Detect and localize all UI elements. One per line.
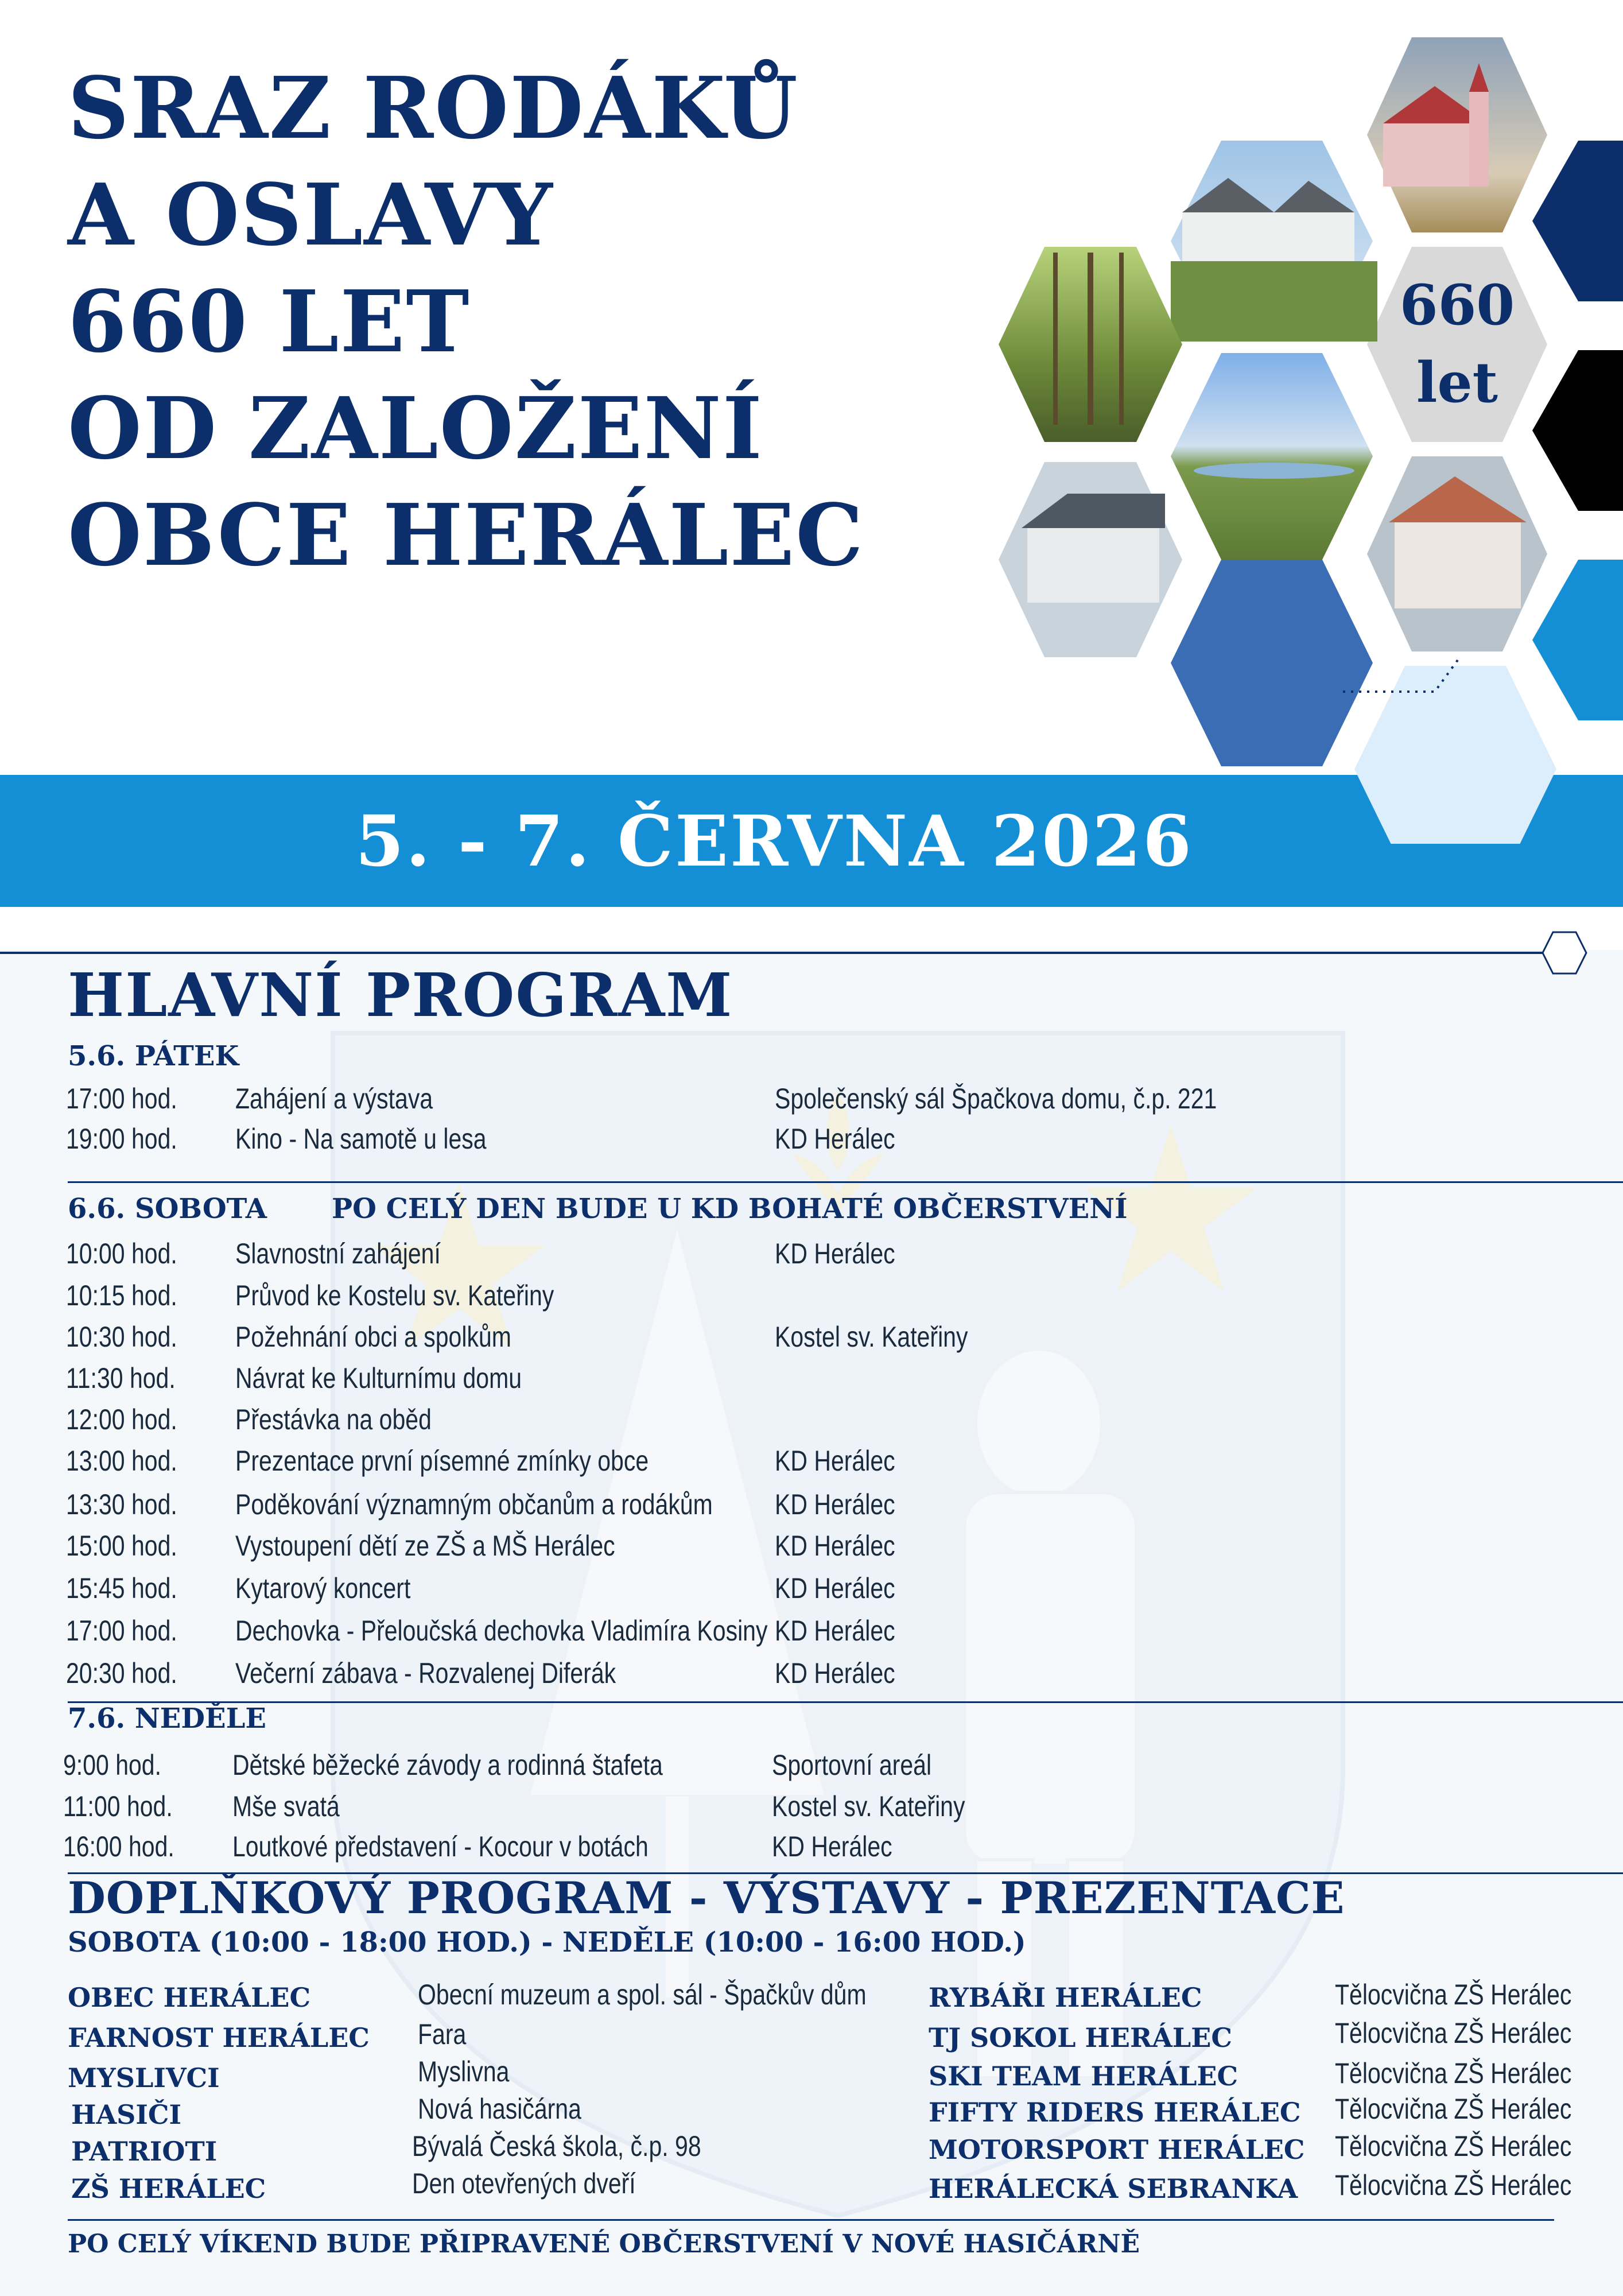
row-event: Loutkové představení - Kocour v botách bbox=[232, 1830, 649, 1863]
row-time: 16:00 hod. bbox=[63, 1830, 174, 1863]
row-time: 17:00 hod. bbox=[66, 1083, 177, 1115]
org-place: Tělocvična ZŠ Herálec bbox=[1335, 2130, 1572, 2162]
schedule-row bbox=[66, 1444, 1558, 1484]
schedule-row bbox=[66, 1237, 1558, 1277]
schedule-row bbox=[66, 1320, 1558, 1360]
title-line-5: OBCE HERÁLEC bbox=[68, 485, 865, 585]
row-place: KD Herálec bbox=[775, 1615, 895, 1647]
schedule-row bbox=[66, 1279, 1558, 1319]
forest-trunk-3 bbox=[1119, 253, 1124, 425]
badge-660: 660 bbox=[1399, 273, 1515, 338]
schedule-row bbox=[66, 1529, 1558, 1569]
schedule-row bbox=[66, 1122, 1558, 1162]
row-event: Večerní zábava - Rozvalenej Diferák bbox=[235, 1657, 616, 1689]
row-place: KD Herálec bbox=[775, 1123, 895, 1155]
row-time: 9:00 hod. bbox=[63, 1749, 161, 1781]
row-event: Požehnání obci a spolkům bbox=[235, 1321, 511, 1353]
row-event: Dětské běžecké závody a rodinná štafeta bbox=[232, 1749, 663, 1781]
hexagon-photo-collage bbox=[930, 23, 1623, 844]
extra-program-hours: SOBOTA (10:00 - 18:00 HOD.) - NEDĚLE (10:00 - 16:00 HOD.) bbox=[68, 1926, 1026, 1958]
row-time: 13:30 hod. bbox=[66, 1488, 177, 1521]
org-name: SKI TEAM HERÁLEC bbox=[929, 2061, 1238, 2092]
renovated-house-walls bbox=[1395, 522, 1521, 608]
houses-walls bbox=[1182, 212, 1354, 261]
org-name: ZŠ HERÁLEC bbox=[71, 2173, 266, 2204]
org-place: Fara bbox=[418, 2018, 467, 2050]
date-banner: 5. - 7. ČERVNA 2026 bbox=[355, 800, 1193, 882]
row-time: 11:00 hod. bbox=[63, 1790, 173, 1822]
row-place: KD Herálec bbox=[775, 1657, 895, 1689]
row-event: Průvod ke Kostelu sv. Kateřiny bbox=[235, 1279, 554, 1312]
row-place: Společenský sál Špačkova domu, č.p. 221 bbox=[775, 1083, 1217, 1115]
row-event: Slavnostní zahájení bbox=[235, 1238, 441, 1270]
saturday-note: PO CELÝ DEN BUDE U KD BOHATÉ OBČERSTVENÍ bbox=[332, 1193, 1128, 1225]
schedule-row bbox=[63, 1790, 1555, 1830]
row-time: 20:30 hod. bbox=[66, 1657, 177, 1689]
row-place: KD Herálec bbox=[775, 1238, 895, 1270]
row-time: 10:30 hod. bbox=[66, 1321, 177, 1353]
org-name: HASIČI bbox=[71, 2099, 182, 2130]
org-place: Bývalá Česká škola, č.p. 98 bbox=[412, 2130, 701, 2162]
title-line-2: A OSLAVY bbox=[68, 165, 554, 265]
panel-top-rule bbox=[0, 952, 1544, 954]
row-event: Prezentace první písemné zmínky obce bbox=[235, 1445, 649, 1477]
sunday-label: 7.6. NEDĚLE bbox=[68, 1702, 266, 1735]
org-name: FARNOST HERÁLEC bbox=[68, 2022, 370, 2053]
org-name: RYBÁŘI HERÁLEC bbox=[929, 1982, 1202, 2013]
section-divider bbox=[68, 1181, 1623, 1183]
schedule-row bbox=[66, 1362, 1558, 1402]
row-time: 10:15 hod. bbox=[66, 1279, 177, 1312]
org-place: Den otevřených dveří bbox=[412, 2167, 636, 2200]
main-program-heading: HLAVNÍ PROGRAM bbox=[68, 960, 733, 1030]
row-place: KD Herálec bbox=[775, 1445, 895, 1477]
org-name: PATRIOTI bbox=[71, 2136, 218, 2167]
row-time: 15:45 hod. bbox=[66, 1572, 177, 1604]
friday-label: 5.6. PÁTEK bbox=[68, 1040, 239, 1072]
town-hall-walls bbox=[1027, 528, 1159, 603]
section-divider bbox=[68, 2219, 1554, 2221]
row-time: 17:00 hod. bbox=[66, 1615, 177, 1647]
schedule-row bbox=[66, 1082, 1558, 1122]
row-event: Kytarový koncert bbox=[235, 1572, 411, 1604]
org-name: TJ SOKOL HERÁLEC bbox=[929, 2022, 1232, 2053]
org-place: Obecní muzeum a spol. sál - Špačkův dům bbox=[418, 1979, 867, 2011]
schedule-row bbox=[66, 1488, 1558, 1528]
hex-blue bbox=[1532, 560, 1623, 720]
badge-let: let bbox=[1416, 350, 1498, 415]
saturday-label: 6.6. SOBOTA bbox=[68, 1193, 267, 1225]
hex-mid-blue bbox=[1171, 560, 1373, 766]
hexagon-outline-icon bbox=[1542, 930, 1587, 976]
row-place: KD Herálec bbox=[772, 1830, 892, 1863]
row-time: 19:00 hod. bbox=[66, 1123, 177, 1155]
title-line-4: OD ZALOŽENÍ bbox=[68, 378, 763, 478]
org-name: MYSLIVCI bbox=[68, 2062, 220, 2093]
org-place: Tělocvična ZŠ Herálec bbox=[1335, 1979, 1572, 2011]
row-place: Sportovní areál bbox=[772, 1749, 932, 1781]
row-event: Vystoupení dětí ze ZŠ a MŠ Herálec bbox=[235, 1530, 615, 1562]
weekend-refreshment-note: PO CELÝ VÍKEND BUDE PŘIPRAVENÉ OBČERSTVENÍ V NOVÉ HASIČÁRNĚ bbox=[68, 2229, 1140, 2259]
org-name: FIFTY RIDERS HERÁLEC bbox=[929, 2097, 1301, 2128]
org-name: OBEC HERÁLEC bbox=[68, 1982, 311, 2013]
row-time: 12:00 hod. bbox=[66, 1403, 177, 1436]
row-event: Kino - Na samotě u lesa bbox=[235, 1123, 487, 1155]
org-place: Tělocvična ZŠ Herálec bbox=[1335, 2057, 1572, 2089]
schedule-row bbox=[66, 1657, 1558, 1697]
row-event: Přestávka na oběd bbox=[235, 1403, 432, 1436]
hex-black bbox=[1532, 350, 1623, 511]
row-place: KD Herálec bbox=[775, 1530, 895, 1562]
row-place: KD Herálec bbox=[775, 1572, 895, 1604]
houses-lawn bbox=[1171, 261, 1377, 342]
row-event: Návrat ke Kulturnímu domu bbox=[235, 1362, 522, 1394]
org-name: MOTORSPORT HERÁLEC bbox=[929, 2134, 1305, 2165]
row-event: Zahájení a výstava bbox=[235, 1083, 433, 1115]
row-time: 11:30 hod. bbox=[66, 1362, 176, 1394]
row-place: Kostel sv. Kateřiny bbox=[772, 1790, 965, 1822]
org-place: Tělocvična ZŠ Herálec bbox=[1335, 2017, 1572, 2049]
title-line-3: 660 LET bbox=[68, 272, 471, 371]
row-place: Kostel sv. Kateřiny bbox=[775, 1321, 968, 1353]
schedule-row bbox=[66, 1614, 1558, 1654]
church-tower bbox=[1469, 92, 1489, 187]
row-place: KD Herálec bbox=[775, 1488, 895, 1521]
forest-trunk-1 bbox=[1053, 253, 1058, 425]
row-event: Dechovka - Přeloučská dechovka Vladimíra Kosiny bbox=[235, 1615, 768, 1647]
row-event: Poděkování významným občanům a rodákům bbox=[235, 1488, 713, 1521]
org-place: Tělocvična ZŠ Herálec bbox=[1335, 2169, 1572, 2201]
schedule-row bbox=[63, 1748, 1555, 1789]
field-pond bbox=[1194, 463, 1354, 479]
extra-program-heading: DOPLŇKOVÝ PROGRAM - VÝSTAVY - PREZENTACE bbox=[68, 1872, 1345, 1923]
schedule-row bbox=[66, 1403, 1558, 1443]
row-time: 15:00 hod. bbox=[66, 1530, 177, 1562]
schedule-row bbox=[63, 1830, 1555, 1870]
title-line-1: SRAZ RODÁKŮ bbox=[68, 58, 799, 158]
row-event: Mše svatá bbox=[232, 1790, 340, 1822]
main-title bbox=[68, 55, 963, 588]
forest-trunk-2 bbox=[1088, 253, 1093, 425]
hex-navy bbox=[1532, 141, 1623, 301]
section-divider bbox=[68, 1701, 1623, 1703]
org-name: HERÁLECKÁ SEBRANKA bbox=[929, 2173, 1298, 2204]
org-place: Myslivna bbox=[418, 2055, 510, 2088]
photo-field bbox=[1171, 353, 1373, 560]
row-time: 13:00 hod. bbox=[66, 1445, 177, 1477]
org-place: Tělocvična ZŠ Herálec bbox=[1335, 2093, 1572, 2125]
org-place: Nová hasičárna bbox=[418, 2093, 581, 2125]
schedule-row bbox=[66, 1572, 1558, 1612]
row-time: 10:00 hod. bbox=[66, 1238, 177, 1270]
